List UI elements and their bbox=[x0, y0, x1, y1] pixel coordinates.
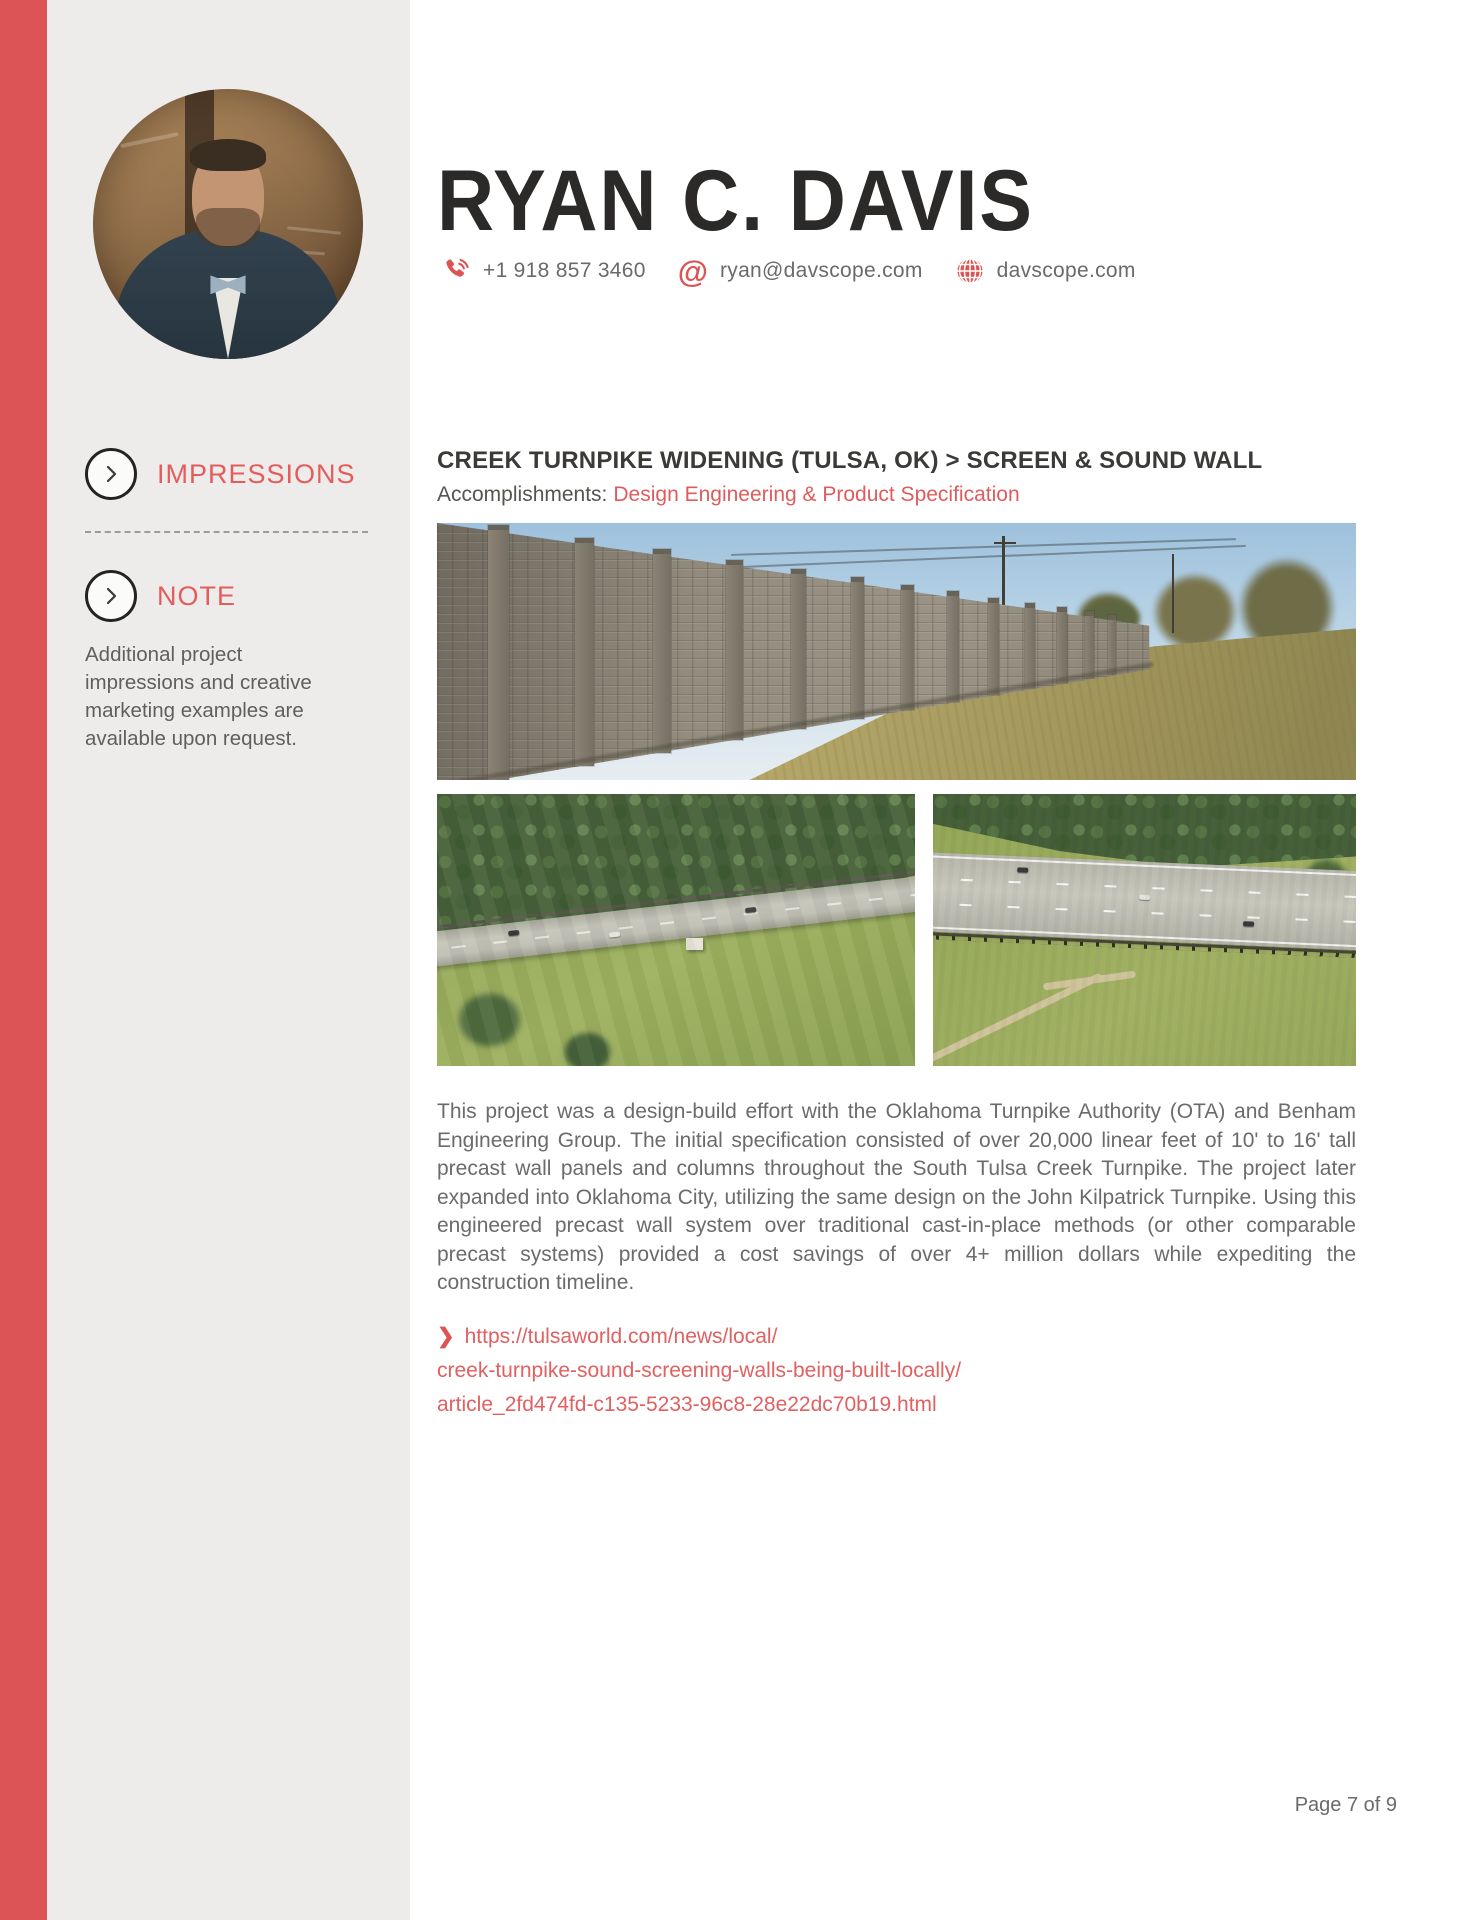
sidebar-divider bbox=[85, 531, 368, 533]
chevron-circle-icon bbox=[85, 570, 137, 622]
portrait-hair bbox=[190, 139, 266, 171]
sidebar-section-impressions bbox=[85, 448, 356, 500]
phone-contact[interactable] bbox=[441, 256, 646, 286]
wall-pillar bbox=[851, 577, 865, 718]
wall-pillar bbox=[488, 525, 509, 780]
accomplishments-label: Accomplishments: bbox=[437, 483, 608, 506]
page-title: RYAN C. DAVIS bbox=[437, 153, 1034, 249]
article-link-text[interactable]: https://tulsaworld.com/news/local/ bbox=[464, 1325, 778, 1348]
note-body-text: Additional project impressions and creative marketing examples are available upon request. bbox=[85, 643, 312, 750]
photo-grass-texture bbox=[933, 794, 1356, 1066]
email-contact[interactable] bbox=[677, 253, 923, 289]
link-chevron-icon: ❯ bbox=[437, 1325, 455, 1348]
wall-pillar bbox=[988, 598, 999, 695]
sound-wall-photo bbox=[437, 523, 1356, 780]
utility-pole bbox=[1172, 554, 1174, 634]
email-icon: @ bbox=[677, 253, 708, 289]
globe-icon bbox=[955, 256, 985, 286]
note-heading: NOTE bbox=[157, 580, 237, 611]
contact-row bbox=[441, 252, 1136, 290]
email-address[interactable]: ryan@davscope.com bbox=[719, 259, 923, 282]
project-title: CREEK TURNPIKE WIDENING (TULSA, OK) > SCREEN & SOUND WALL bbox=[437, 447, 1263, 474]
profile-photo bbox=[93, 89, 363, 359]
wall-pillar bbox=[1085, 611, 1094, 678]
photo-grass-texture bbox=[437, 794, 915, 1066]
chevron-circle-icon bbox=[85, 448, 137, 500]
phone-number[interactable]: +1 918 857 3460 bbox=[483, 259, 646, 282]
left-accent-stripe bbox=[0, 0, 47, 1920]
article-link-line[interactable] bbox=[437, 1320, 1356, 1354]
article-link-line[interactable]: creek-turnpike-sound-screening-walls-being-built-locally/ bbox=[437, 1359, 962, 1382]
accomplishments-line bbox=[437, 483, 1020, 507]
utility-pole-crossarm bbox=[994, 542, 1016, 544]
wall-pillar bbox=[901, 585, 913, 710]
wall-pillar bbox=[791, 569, 806, 729]
wall-pillar bbox=[1108, 615, 1116, 674]
chevron-right-icon bbox=[100, 463, 122, 485]
wall-pillar bbox=[1025, 603, 1035, 689]
website-address[interactable]: davscope.com bbox=[996, 259, 1136, 282]
chevron-right-icon bbox=[100, 585, 122, 607]
photo-background-detail bbox=[120, 131, 179, 147]
project-description: This project was a design-build effort with the Oklahoma Turnpike Authority (OTA) and Benham Engineering Group. The initial specification consisted of over 20,000 linear feet of 10' to 16' tall precast wall panels and columns throughout the South Tulsa Creek Turnpike. The project later expanded into Oklahoma City, utilizing the same design on the John Kilpatrick Turnpike. Using this engineered precast wall system over traditional cast-in-place methods (or other comparable precast systems) provided a cost savings of over 4+ million dollars while expediting the construction timeline. bbox=[437, 1100, 1356, 1294]
wall-pillar bbox=[726, 560, 742, 740]
photo-background-detail bbox=[287, 227, 341, 236]
article-link-line[interactable]: article_2fd474fd-c135-5233-96c8-28e22dc70b19.html bbox=[437, 1393, 937, 1416]
page-number: Page 7 of 9 bbox=[1294, 1794, 1397, 1816]
aerial-highway-photo-right bbox=[933, 794, 1356, 1066]
article-link[interactable] bbox=[437, 1320, 1356, 1422]
phone-icon bbox=[441, 256, 471, 286]
aerial-highway-photo-left bbox=[437, 794, 915, 1066]
impressions-heading: IMPRESSIONS bbox=[157, 458, 356, 489]
wall-pillar bbox=[575, 538, 594, 766]
wall-pillar bbox=[653, 549, 671, 753]
portrait-beard bbox=[196, 208, 260, 248]
portrait-face bbox=[192, 146, 265, 246]
accomplishments-value: Design Engineering & Product Specification bbox=[613, 483, 1020, 506]
website-contact[interactable] bbox=[955, 256, 1136, 286]
sidebar-section-note bbox=[85, 570, 236, 622]
wall-pillar bbox=[947, 591, 958, 702]
wall-pillar bbox=[1057, 607, 1066, 683]
